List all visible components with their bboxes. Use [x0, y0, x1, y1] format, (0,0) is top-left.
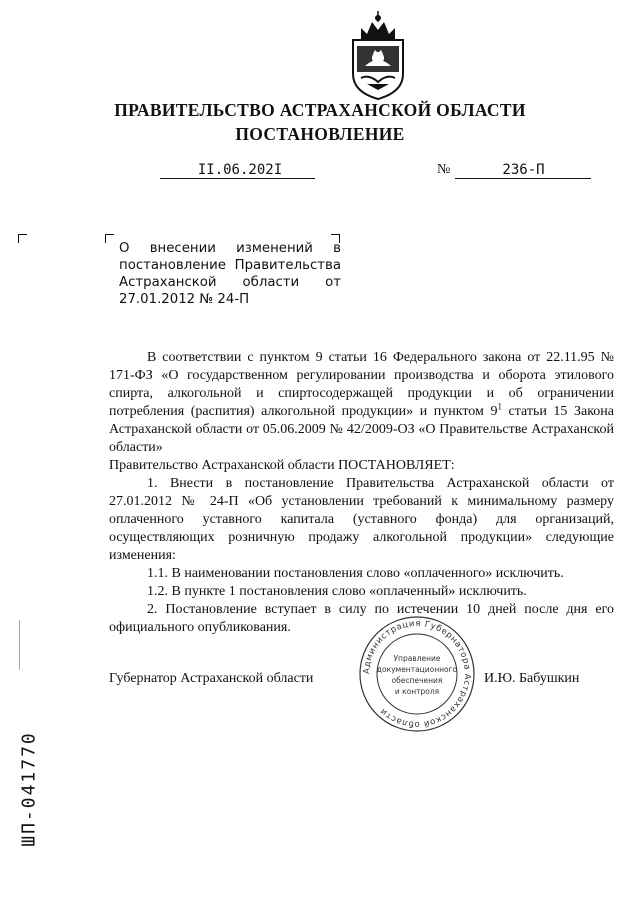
item-2: 2. Постановление вступает в силу по истечении 10 дней после дня его официального опубликования.	[109, 602, 614, 635]
number-sign: №	[437, 162, 451, 177]
decree-line: Правительство Астраханской области ПОСТАНОВЛЯЕТ:	[109, 458, 455, 473]
svg-text:обеспечения: обеспечения	[391, 676, 443, 685]
margin-mark	[19, 620, 20, 670]
document-number: 236-П	[502, 162, 545, 178]
official-stamp	[358, 615, 476, 733]
signatory-position: Губернатор Астраханской области	[109, 671, 314, 686]
preamble-paragraph: В соответствии с пунктом 9 статьи 16 Федерального закона от 22.11.95 № 171-ФЗ «О государственном регулировании производства и оборота этилового спирта, алкогольной и спиртосодержащей продукции и об ограничении потребления (распития) алкогольной продукции» и пунктом $9^1$ статьи 15 Закона Астраханской области от 05.06.2009 № 42/2009-ОЗ «О Правительстве Астраханской области»	[109, 350, 615, 455]
corner-mark-subject-left	[105, 234, 114, 243]
number-underline	[455, 178, 591, 179]
side-serial-code	[14, 714, 44, 864]
document-type: ПОСТАНОВЛЕНИЕ	[235, 124, 405, 144]
side-serial-code-text: ШП-041770	[18, 731, 40, 847]
date-underline	[160, 178, 315, 179]
svg-text:и контроля: и контроля	[394, 687, 440, 696]
item-1-2: 1.2. В пункте 1 постановления слово «оплаченный» исключить.	[147, 584, 527, 599]
astrakhan-coat-of-arms-icon	[347, 10, 409, 100]
document-body	[109, 349, 614, 637]
document-date: II.06.202I	[197, 162, 283, 178]
corner-mark-left	[18, 234, 27, 243]
svg-text:документационного: документационного	[376, 665, 458, 674]
signatory-name: И.Ю. Бабушкин	[484, 671, 580, 686]
document-subject: О внесении изменений в постановление Правительства Астраханской области от 27.01.2012 № 24-П	[119, 241, 341, 307]
item-1: 1. Внести в постановление Правительства Астраханской области от 27.01.2012 № 24-П «Об установлении требований к минимальному размеру оплаченного уставного капитала (уставного фонда) для организаций, осуществляющих розничную продажу алкогольной продукции» следующие изменения:	[109, 476, 614, 563]
government-title: ПРАВИТЕЛЬСТВО АСТРАХАНСКОЙ ОБЛАСТИ	[114, 100, 526, 120]
svg-text:Управление: Управление	[393, 654, 441, 663]
svg-text:Администрация Губернатора Астр: Администрация Губернатора Астраханской области	[361, 618, 473, 730]
item-1-1: 1.1. В наименовании постановления слово «оплаченного» исключить.	[147, 566, 564, 581]
